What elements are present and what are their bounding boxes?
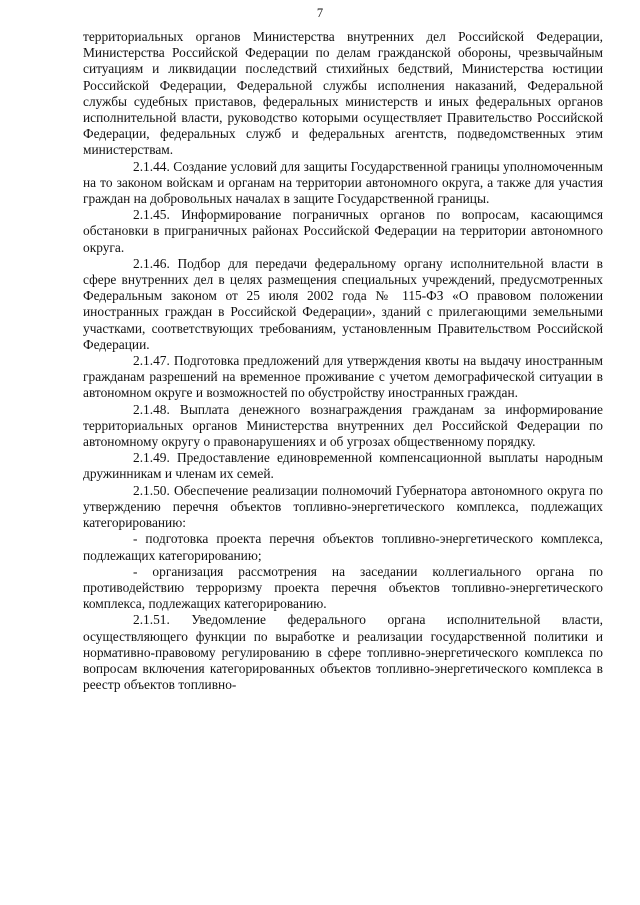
list-item-organize-review: - организация рассмотрения на заседании коллегиального органа по противодействию терроризму проекта перечня объектов топливно-энергетического комплекса, подлежащих категорированию. (83, 563, 603, 612)
page-number: 7 (316, 6, 324, 20)
paragraph-2-1-49: 2.1.49. Предоставление единовременной компенсационной выплаты народным дружинникам и членам их семей. (83, 450, 603, 482)
paragraph-2-1-51: 2.1.51. Уведомление федерального органа исполнительной власти, осуществляющего функции по выработке и реализации государственной политики и нормативно-правовому регулированию в сфере топливно-энергетического комплекса по вопросам включения категорированных объектов топливно-энергетического комплекса в реестр объектов топливно- (83, 612, 603, 693)
paragraph-2-1-50: 2.1.50. Обеспечение реализации полномочий Губернатора автономного округа по утверждению перечня объектов топливно-энергетического комплекса, подлежащих категорированию: (83, 482, 603, 531)
paragraph-continuation: территориальных органов Министерства внутренних дел Российской Федерации, Министерства Российской Федерации по делам гражданской обороны, чрезвычайным ситуациям и ликвидации последствий стихийных бедствий, Министерства юстиции Российской Федерации, Федеральной службы исполнения наказаний, Федеральной службы судебных приставов, федеральных министерств и иных федеральных органов исполнительной власти, руководство которыми осуществляет Правительство Российской Федерации, федеральных служб и федеральных агентств, подведомственных этим министерствам. (83, 29, 603, 158)
list-item-prepare-list: - подготовка проекта перечня объектов топливно-энергетического комплекса, подлежащих категорированию; (83, 531, 603, 563)
paragraph-2-1-47: 2.1.47. Подготовка предложений для утверждения квоты на выдачу иностранным гражданам разрешений на временное проживание с учетом демографической ситуации в автономном округе и возможностей по обустройству иностранных граждан. (83, 353, 603, 401)
paragraph-2-1-44: 2.1.44. Создание условий для защиты Государственной границы уполномоченным на то законом войскам и органам на территории автономного округа, а также для участия граждан на добровольных началах в защите Государственной границы. (83, 158, 603, 207)
paragraph-2-1-46: 2.1.46. Подбор для передачи федеральному органу исполнительной власти в сфере внутренних дел в целях размещения специальных учреждений, предусмотренных Федеральным законом от 25 июля 2002 года № 115-ФЗ «О правовом положении иностранных граждан в Российской Федерации», зданий с прилегающими земельными участками, соответствующих требованиям, установленным Правительством Российской Федерации. (83, 255, 603, 352)
document-body (83, 29, 603, 693)
paragraph-2-1-48: 2.1.48. Выплата денежного вознаграждения гражданам за информирование территориальных органов Министерства внутренних дел Российской Федерации по автономному округу о правонарушениях и об угрозах общественному порядку. (83, 401, 603, 450)
paragraph-2-1-45: 2.1.45. Информирование пограничных органов по вопросам, касающимся обстановки в приграничных районах Российской Федерации на территории автономного округа. (83, 207, 603, 255)
